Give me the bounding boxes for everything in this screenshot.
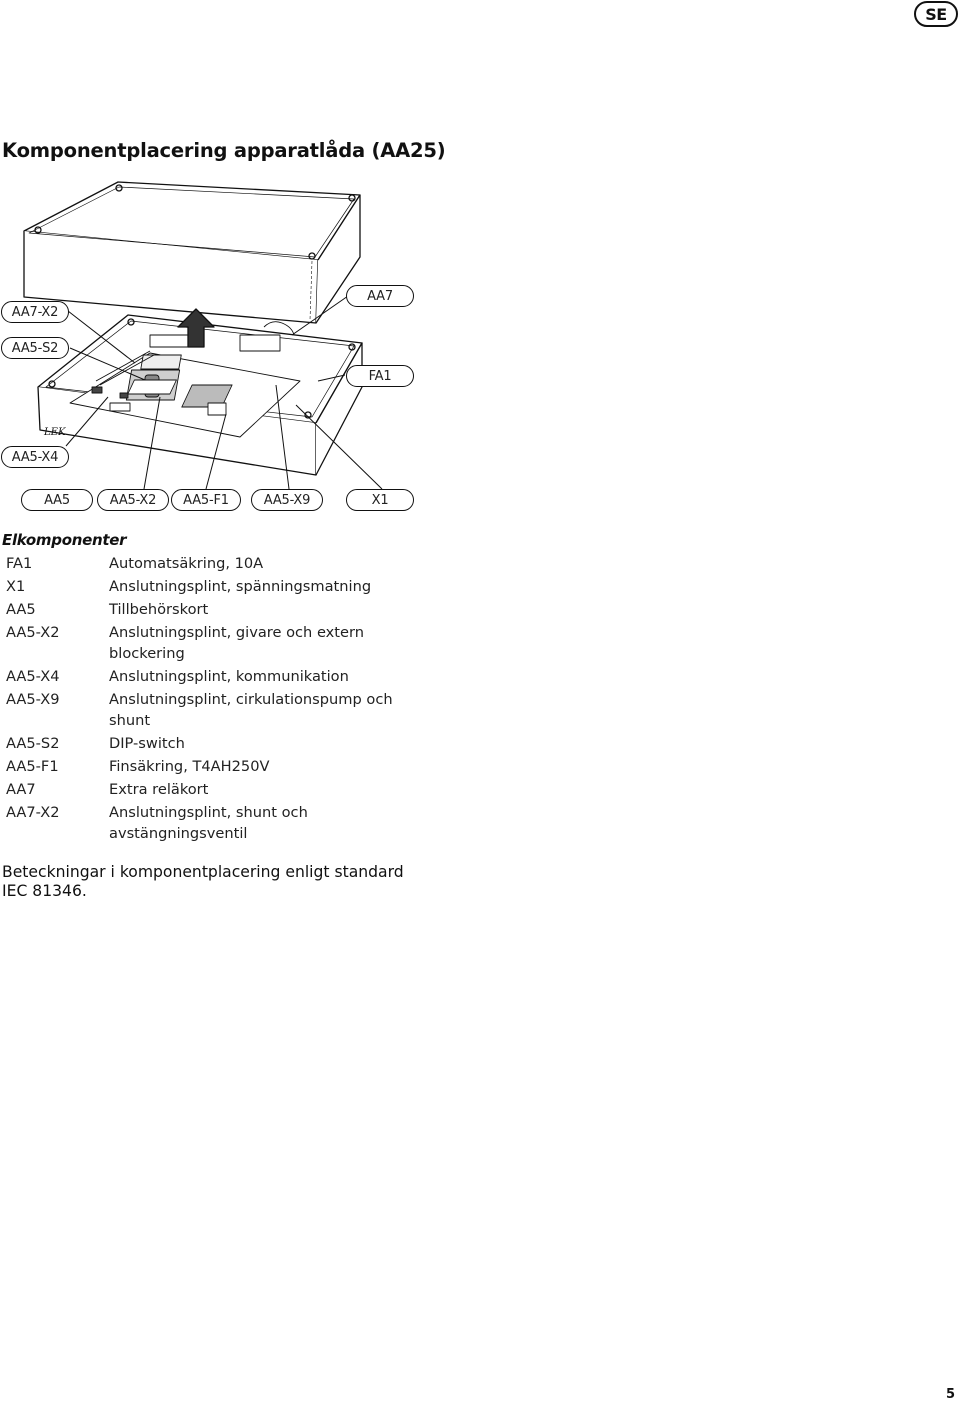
component-code: X1 xyxy=(6,578,26,595)
component-row xyxy=(0,666,430,687)
component-row xyxy=(0,689,430,731)
label-fa1: FA1 xyxy=(346,365,414,387)
label-aa5-x9: AA5-X9 xyxy=(251,489,323,511)
component-code: AA5-X2 xyxy=(6,624,60,641)
component-code: AA5-X4 xyxy=(6,668,60,685)
component-description: Anslutningsplint, spänningsmatning xyxy=(109,578,372,595)
language-badge: SE xyxy=(914,1,958,27)
component-description: DIP-switch xyxy=(109,735,185,752)
component-code: FA1 xyxy=(6,555,33,572)
component-description: Anslutningsplint, givare och extern blockering xyxy=(109,624,364,662)
component-row xyxy=(0,622,430,664)
component-description: Automatsäkring, 10A xyxy=(109,555,264,572)
component-description: Anslutningsplint, kommunikation xyxy=(109,668,349,685)
standard-note: Beteckningar i komponentplacering enligt standard IEC 81346. xyxy=(2,863,404,900)
page-title: Komponentplacering apparatlåda (AA25) xyxy=(2,139,446,162)
component-code: AA5-X9 xyxy=(6,691,60,708)
component-row xyxy=(0,733,430,754)
component-placement-figure xyxy=(0,175,420,520)
label-aa5-x4: AA5-X4 xyxy=(1,446,69,468)
component-code: AA5-F1 xyxy=(6,758,59,775)
component-code: AA7-X2 xyxy=(6,804,60,821)
component-description: Anslutningsplint, shunt och avstängningsventil xyxy=(109,804,308,842)
component-code: AA5 xyxy=(6,601,36,618)
label-aa5-f1: AA5-F1 xyxy=(171,489,241,511)
component-row xyxy=(0,779,430,800)
component-description: Finsäkring, T4AH250V xyxy=(109,758,270,775)
component-code: AA7 xyxy=(6,781,36,798)
component-row xyxy=(0,553,430,574)
component-row xyxy=(0,599,430,620)
label-aa5-s2: AA5-S2 xyxy=(1,337,69,359)
label-aa7-x2: AA7-X2 xyxy=(1,301,69,323)
label-x1: X1 xyxy=(346,489,414,511)
board-marking: LEK xyxy=(44,427,66,438)
enclosure-lid xyxy=(24,182,360,323)
component-row xyxy=(0,756,430,777)
component-code: AA5-S2 xyxy=(6,735,60,752)
component-description: Extra reläkort xyxy=(109,781,209,798)
components-title: Elkomponenter xyxy=(2,531,127,549)
page-number: 5 xyxy=(946,1387,956,1402)
components-list xyxy=(0,531,430,846)
component-row xyxy=(0,802,430,844)
component-row xyxy=(0,576,430,597)
component-description: Tillbehörskort xyxy=(109,601,209,618)
component-description: Anslutningsplint, cirkulationspump och shunt xyxy=(109,691,393,729)
label-aa5: AA5 xyxy=(21,489,93,511)
label-aa7: AA7 xyxy=(346,285,414,307)
label-aa5-x2: AA5-X2 xyxy=(97,489,169,511)
